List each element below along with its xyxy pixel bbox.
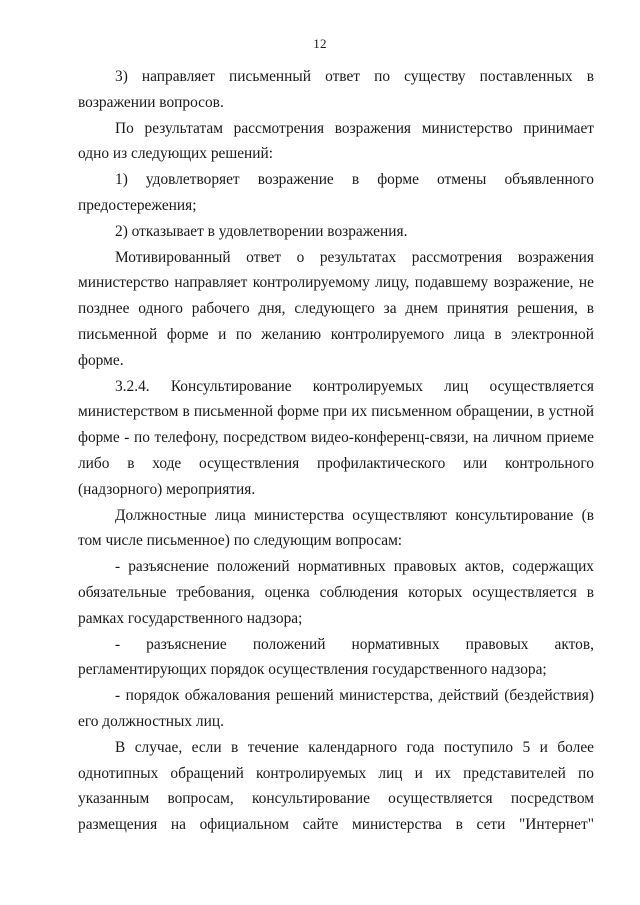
paragraph-repeated-requests: В случае, если в течение календарного года поступило 5 и более однотипных обращений контролируемых лиц и их представителей по указанным вопросам, консультирование осуществляется посредством размещения на официальном сайте министерства в сети "Интернет" bbox=[78, 738, 594, 834]
paragraph-decision-option-2: 2) отказывает в удовлетворении возражения. bbox=[115, 222, 408, 240]
paragraph-response-item-3: 3) направляет письменный ответ по существу поставленных в возражении вопросов. bbox=[78, 68, 594, 111]
paragraph-section-3-2-4: 3.2.4. Консультирование контролируемых лиц осуществляется министерством в письменной форме при их письменном обращении, в устной форме - по телефону, посредством видео-конференц-связи, на личном приеме либо в ходе осуществления профилактического или контрольного (надзорного) мероприятия. bbox=[78, 377, 594, 498]
paragraph-decision-intro: По результатам рассмотрения возражения министерство принимает одно из следующих решений: bbox=[78, 119, 594, 163]
list-item-consulting-topic-2: - разъяснение положений нормативных правовых актов, регламентирующих порядок осуществления государственного надзора; bbox=[78, 635, 594, 679]
paragraph-motivated-response: Мотивированный ответ о результатах рассмотрения возражения министерство направляет контролируемому лицу, подавшему возражение, не позднее одного рабочего дня, следующего за днем принятия решения, в письменной форме и по желанию контролируемого лица в электронной форме. bbox=[78, 248, 594, 369]
document-body bbox=[78, 64, 594, 838]
page-number: 12 bbox=[313, 36, 327, 51]
list-item-consulting-topic-1: - разъяснение положений нормативных правовых актов, содержащих обязательные требования, оценка соблюдения которых осуществляется в рамках государственного надзора; bbox=[78, 558, 594, 627]
paragraph-consulting-topics-intro: Должностные лица министерства осуществляют консультирование (в том числе письменное) по следующим вопросам: bbox=[78, 506, 594, 550]
paragraph-decision-option-1: 1) удовлетворяет возражение в форме отмены объявленного предостережения; bbox=[78, 171, 594, 214]
list-item-consulting-topic-3: - порядок обжалования решений министерства, действий (бездействия) его должностных лиц. bbox=[78, 687, 594, 730]
